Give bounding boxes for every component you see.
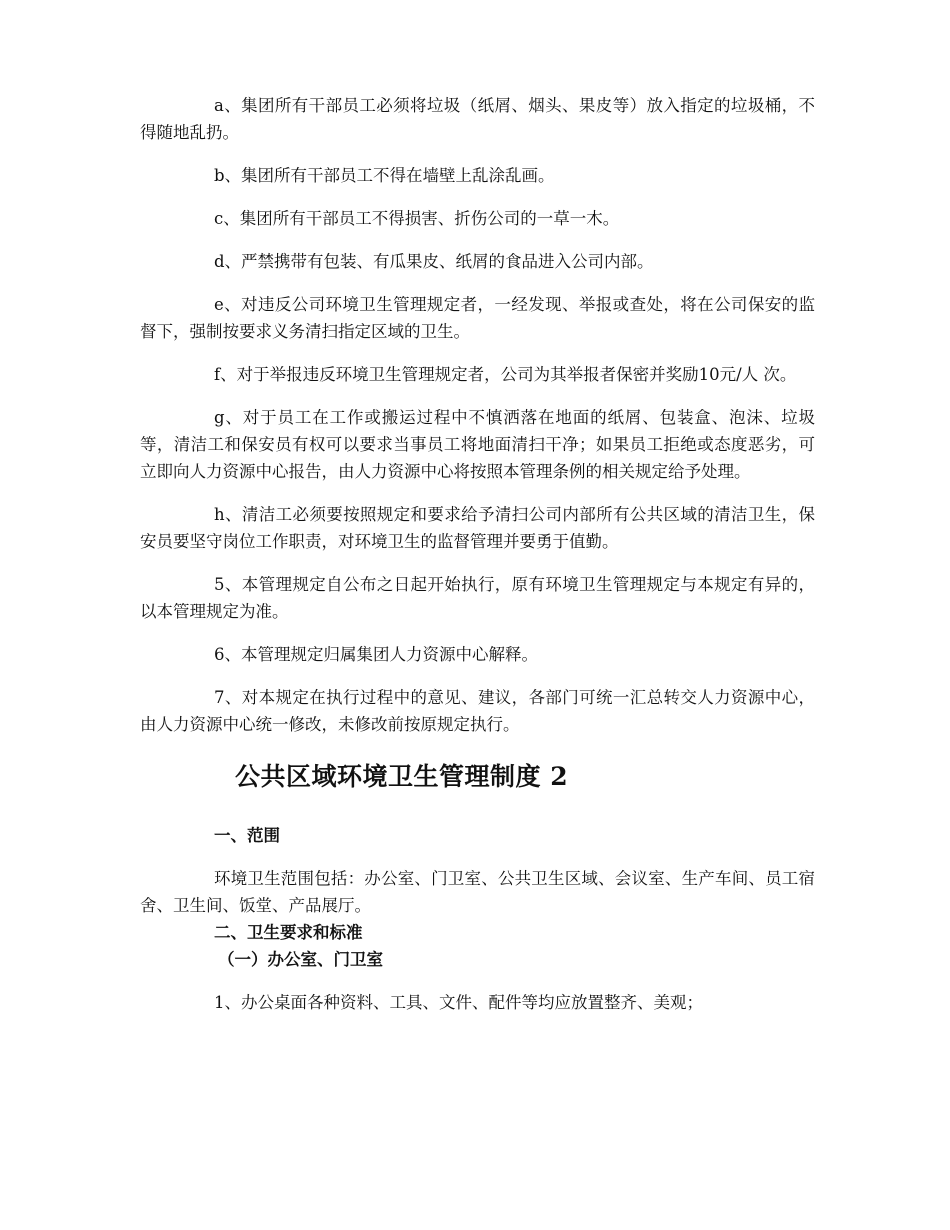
standards-heading: 二、卫生要求和标准: [214, 923, 363, 942]
item-a: a、集团所有干部员工必须将垃圾（纸屑、烟头、果皮等）放入指定的垃圾桶，不得随地乱扔。: [140, 96, 815, 142]
item-e: e、对违反公司环境卫生管理规定者，一经发现、举报或查处，将在公司保安的监督下，强制按要求义务清扫指定区域的卫生。: [140, 295, 815, 341]
item-b: b、集团所有干部员工不得在墙壁上乱涂乱画。: [214, 166, 555, 185]
clause-6: 6、本管理规定归属集团人力资源中心解释。: [214, 645, 538, 664]
item-g: g、对于员工在工作或搬运过程中不慎洒落在地面的纸屑、包装盒、泡沫、垃圾等，清洁工和保安员有权可以要求当事员工将地面清扫干净；如果员工拒绝或态度恶劣，可立即向人力资源中心报告，由人力资源中心将按照本管理条例的相关规定给予处理。: [140, 408, 815, 481]
sub-heading-office: （一）办公室、门卫室: [218, 950, 383, 969]
item-f: f、对于举报违反环境卫生管理规定者，公司为其举报者保密并奖励10元/人 次。: [214, 365, 797, 384]
item-c: c、集团所有干部员工不得损害、折伤公司的一草一木。: [214, 209, 620, 228]
item-d: d、严禁携带有包装、有瓜果皮、纸屑的食品进入公司内部。: [214, 252, 654, 271]
document-page: [140, 92, 815, 1016]
clause-7: 7、对本规定在执行过程中的意见、建议，各部门可统一汇总转交人力资源中心，由人力资源中心统一修改，未修改前按原规定执行。: [140, 688, 815, 734]
scope-heading: 一、范围: [214, 826, 280, 845]
clause-5: 5、本管理规定自公布之日起开始执行，原有环境卫生管理规定与本规定有异的，以本管理规定为准。: [140, 575, 815, 621]
item-h: h、清洁工必须要按照规定和要求给予清扫公司内部所有公共区域的清洁卫生，保安员要坚守岗位工作职责，对环境卫生的监督管理并要勇于值勤。: [140, 505, 815, 551]
rule-1: 1、办公桌面各种资料、工具、文件、配件等均应放置整齐、美观；: [214, 993, 703, 1012]
scope-text: 环境卫生范围包括：办公室、门卫室、公共卫生区域、会议室、生产车间、员工宿舍、卫生间、饭堂、产品展厅。: [140, 869, 815, 915]
section-title: 公共区域环境卫生管理制度 2: [235, 762, 569, 791]
